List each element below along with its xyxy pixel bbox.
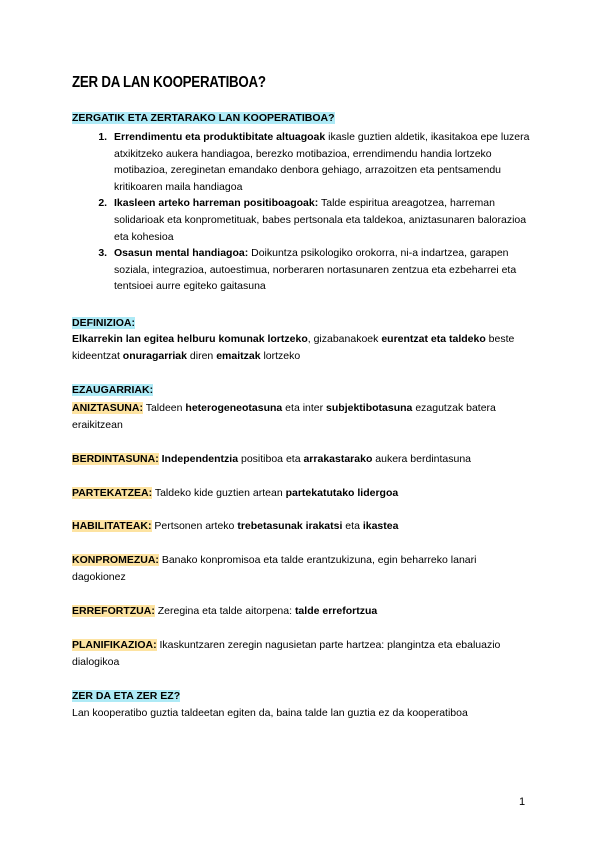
- definition-heading-row: [72, 315, 532, 332]
- feature-berdintasuna: [72, 451, 532, 468]
- list-item: [110, 195, 532, 245]
- list-item-bold: Osasun mental handiagoa:: [114, 247, 249, 260]
- whatis-text: Lan kooperatibo guztia taldeetan egiten da, baina talde lan guztia ez da kooperatiboa: [72, 707, 468, 719]
- feature-text: eta inter: [282, 402, 327, 414]
- def-part: diren: [187, 349, 217, 362]
- list-item: [110, 245, 532, 295]
- feature-text: Zeregina eta talde aitorpena:: [154, 605, 295, 617]
- benefits-list: [72, 129, 532, 295]
- def-part: beste kideentzat: [72, 333, 515, 362]
- feature-text: positiboa eta: [238, 453, 304, 465]
- feature-bold: heterogeneotasuna: [185, 402, 283, 414]
- feature-errefortzua: [72, 603, 532, 620]
- definition-text: [72, 331, 532, 364]
- definition-heading: DEFINIZIOA:: [72, 317, 135, 329]
- feature-text: aukera berdintasuna: [372, 453, 472, 465]
- feature-habiliteak: [72, 518, 532, 535]
- feature-aniztasuna: [72, 400, 532, 433]
- features-heading: EZAUGARRIAK:: [72, 384, 154, 396]
- list-item-bold: Errendimentu eta produktibitate altuagoak: [114, 131, 326, 143]
- list-item: [110, 129, 532, 195]
- list-item-text: ikasle guztien aldetik, ikasitakoa epe luzera atxikitzeko aukera handiagoa, berezko motibazioa, errendimendu handia lortzeko motibazioa, zereginetan emandako denbora gehiago, arrazoitzen eta pentsamendu kritikoaren maila handiagoa: [114, 131, 530, 193]
- def-part: onuragarriak: [122, 349, 187, 362]
- def-part: Elkarrekin lan egitea helburu komunak lortzeko: [72, 333, 308, 345]
- feature-text: Taldeen: [142, 402, 186, 414]
- whatis-heading: ZER DA ETA ZER EZ?: [72, 690, 181, 702]
- feature-bold: partekatutako lidergoa: [285, 487, 399, 499]
- page-number: 1: [519, 796, 526, 808]
- feature-bold: trebetasunak irakatsi: [237, 520, 343, 532]
- feature-label: BERDINTASUNA:: [72, 453, 159, 465]
- features-heading-row: [72, 382, 532, 399]
- feature-label: KONPROMEZUA:: [72, 554, 159, 566]
- feature-label: ANIZTASUNA:: [72, 402, 143, 414]
- list-item-text: Talde espiritua areagotzea, harreman solidarioak eta konprometituak, babes pertsonala eta taldekoa, aniztasunaren balorazioa eta kohesioa: [114, 197, 527, 243]
- feature-text: ezagutzak batera eraikitzean: [72, 402, 496, 431]
- feature-bold: Independentzia: [161, 453, 239, 465]
- feature-bold: arrakastarako: [303, 453, 373, 465]
- why-heading-row: [72, 110, 532, 127]
- whatis-heading-row: [72, 688, 532, 705]
- feature-konpromezua: [72, 552, 532, 585]
- feature-label: ERREFORTZUA:: [72, 605, 155, 617]
- feature-text: Banako konpromisoa eta talde erantzukizuna, egin beharreko lanari dagokionez: [72, 554, 477, 583]
- list-item-bold: Ikasleen arteko harreman positiboagoak:: [114, 197, 319, 210]
- feature-label: PARTEKATZEA:: [72, 487, 153, 499]
- list-item-text: Doikuntza psikologiko orokorra, ni-a indartzea, garapen soziala, integrazioa, autoestimua, norberaren nortasunaren zentzua eta ezbeharrei eta tentsioei aurre egiteko gaitasuna: [114, 247, 517, 293]
- feature-text: Pertsonen arteko: [151, 520, 238, 532]
- feature-text: eta: [342, 520, 363, 532]
- feature-planifikazioa: [72, 637, 532, 670]
- feature-text: Ikaskuntzaren zeregin nagusietan parte hartzea: plangintza eta ebaluazio dialogikoa: [72, 639, 501, 668]
- feature-partekatzea: [72, 485, 532, 502]
- def-part: lortzeko: [260, 349, 301, 362]
- feature-text: Taldeko kide guztien artean: [152, 487, 286, 499]
- feature-bold: subjektibotasuna: [326, 402, 413, 414]
- feature-bold: ikastea: [362, 520, 399, 532]
- feature-label: PLANIFIKAZIOA:: [72, 639, 157, 651]
- def-part: eurentzat eta taldeko: [381, 333, 486, 345]
- def-part: , gizabanakoek: [307, 333, 382, 345]
- page-title: ZER DA LAN KOOPERATIBOA?: [72, 74, 266, 91]
- feature-label: HABILITATEAK:: [72, 520, 152, 532]
- def-part: emaitzak: [216, 349, 261, 362]
- feature-bold: talde errefortzua: [294, 605, 378, 617]
- why-heading: ZERGATIK ETA ZERTARAKO LAN KOOPERATIBOA?: [72, 112, 335, 124]
